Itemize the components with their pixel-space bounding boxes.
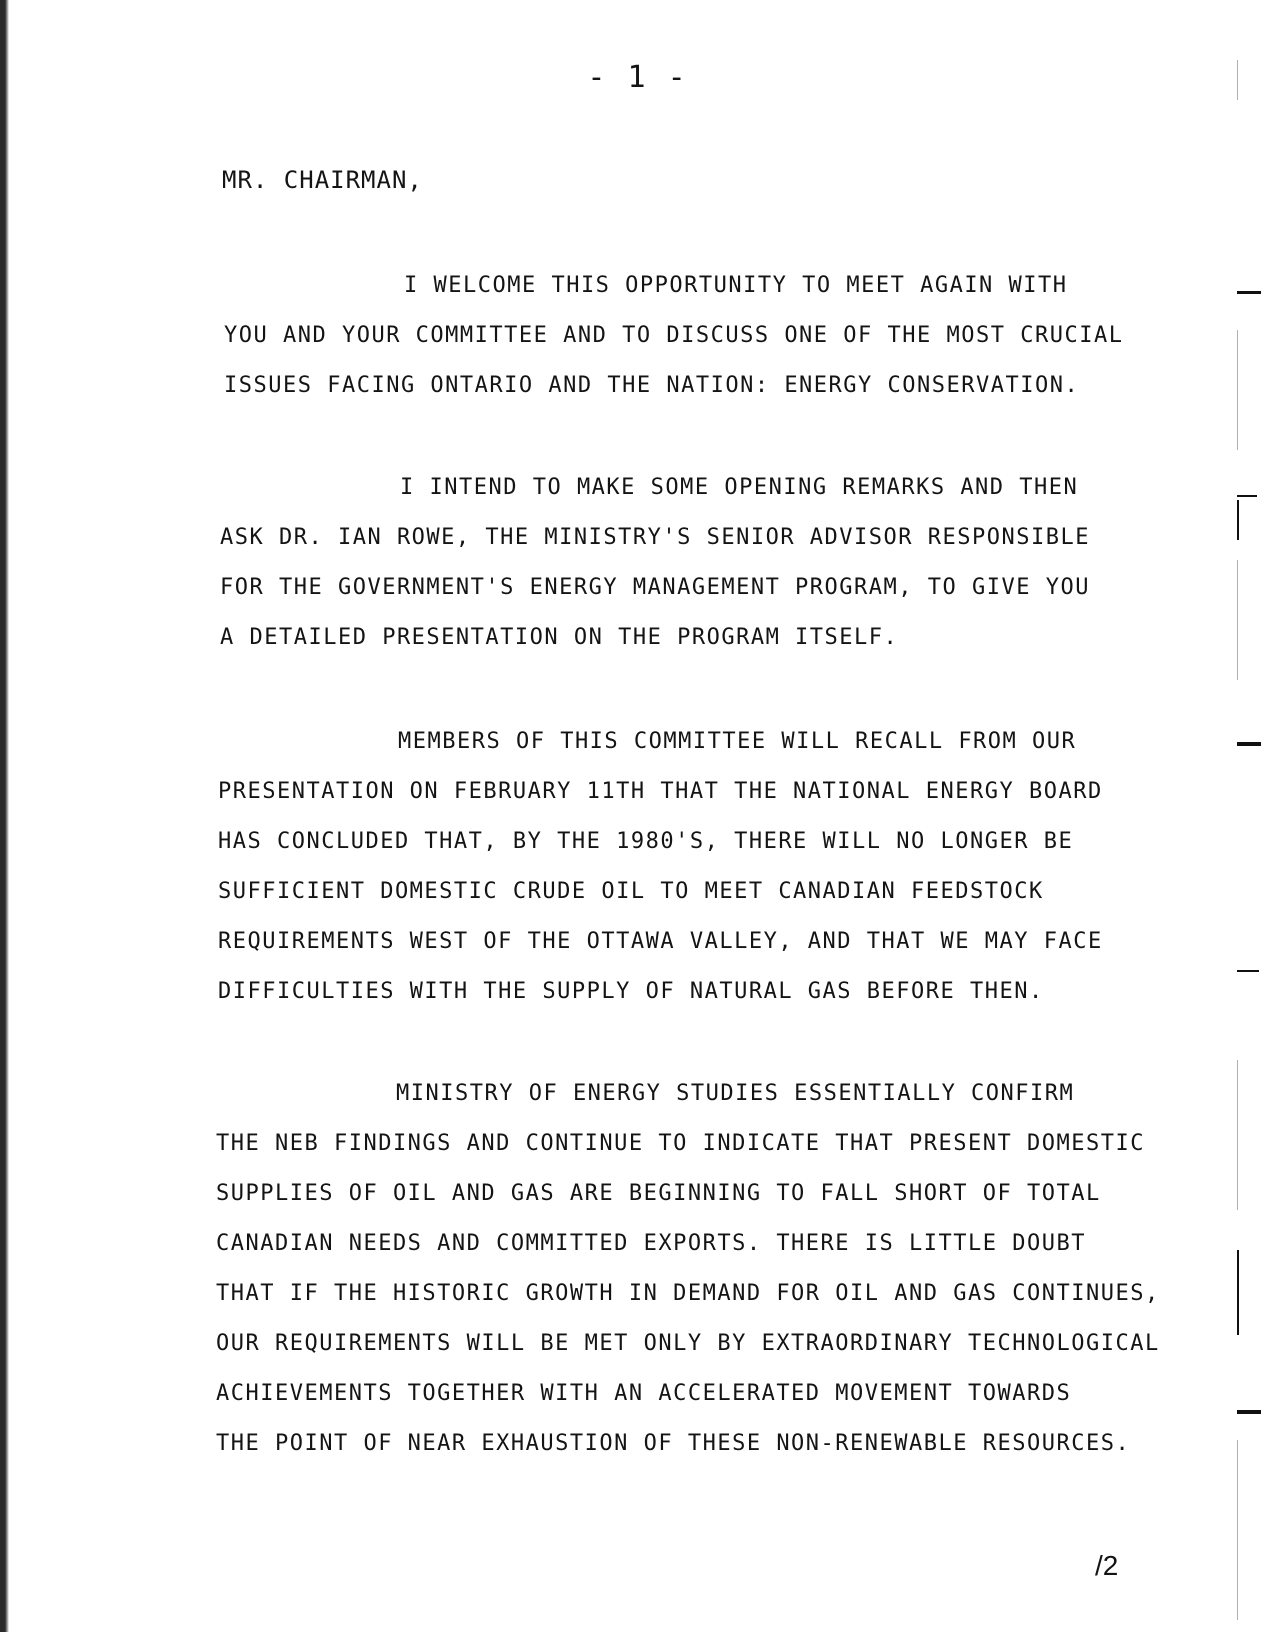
paragraph-line: REQUIREMENTS WEST OF THE OTTAWA VALLEY, AND THAT WE MAY FACE	[218, 929, 1103, 954]
scan-left-edge	[0, 0, 9, 1632]
paragraph-line: I WELCOME THIS OPPORTUNITY TO MEET AGAIN WITH	[404, 273, 1068, 298]
paragraph-line: YOU AND YOUR COMMITTEE AND TO DISCUSS ONE OF THE MOST CRUCIAL	[224, 323, 1124, 348]
paragraph-line: THAT IF THE HISTORIC GROWTH IN DEMAND FOR OIL AND GAS CONTINUES,	[216, 1281, 1160, 1306]
scan-right-edge-marks	[1215, 0, 1275, 1632]
salutation: MR. CHAIRMAN,	[222, 166, 423, 194]
paragraph-line: MINISTRY OF ENERGY STUDIES ESSENTIALLY CONFIRM	[396, 1081, 1075, 1106]
paragraph-line: OUR REQUIREMENTS WILL BE MET ONLY BY EXTRAORDINARY TECHNOLOGICAL	[216, 1331, 1160, 1356]
paragraph-line: MEMBERS OF THIS COMMITTEE WILL RECALL FROM OUR	[398, 729, 1077, 754]
paragraph-line: ISSUES FACING ONTARIO AND THE NATION: ENERGY CONSERVATION.	[224, 373, 1080, 398]
paragraph-1	[224, 261, 1123, 411]
paragraph-line: ASK DR. IAN ROWE, THE MINISTRY'S SENIOR ADVISOR RESPONSIBLE	[220, 525, 1090, 550]
paragraph-4	[216, 1069, 1160, 1469]
paragraph-3	[218, 717, 1103, 1017]
paragraph-line: I INTEND TO MAKE SOME OPENING REMARKS AND THEN	[400, 475, 1079, 500]
paragraph-line: ACHIEVEMENTS TOGETHER WITH AN ACCELERATED MOVEMENT TOWARDS	[216, 1381, 1072, 1406]
paragraph-line: SUFFICIENT DOMESTIC CRUDE OIL TO MEET CANADIAN FEEDSTOCK	[218, 879, 1044, 904]
paragraph-line: FOR THE GOVERNMENT'S ENERGY MANAGEMENT PROGRAM, TO GIVE YOU	[220, 575, 1090, 600]
page-number: - 1 -	[587, 60, 688, 95]
paragraph-line: DIFFICULTIES WITH THE SUPPLY OF NATURAL GAS BEFORE THEN.	[218, 979, 1044, 1004]
paragraph-line: THE NEB FINDINGS AND CONTINUE TO INDICATE THAT PRESENT DOMESTIC	[216, 1131, 1145, 1156]
paragraph-2	[220, 463, 1090, 663]
paragraph-line: THE POINT OF NEAR EXHAUSTION OF THESE NON-RENEWABLE RESOURCES.	[216, 1431, 1131, 1456]
paragraph-line: CANADIAN NEEDS AND COMMITTED EXPORTS. THERE IS LITTLE DOUBT	[216, 1231, 1086, 1256]
paragraph-line: A DETAILED PRESENTATION ON THE PROGRAM ITSELF.	[220, 625, 899, 650]
next-page-reference: /2	[1095, 1550, 1119, 1581]
paragraph-line: PRESENTATION ON FEBRUARY 11TH THAT THE NATIONAL ENERGY BOARD	[218, 779, 1103, 804]
paragraph-line: HAS CONCLUDED THAT, BY THE 1980'S, THERE WILL NO LONGER BE	[218, 829, 1074, 854]
paragraph-line: SUPPLIES OF OIL AND GAS ARE BEGINNING TO FALL SHORT OF TOTAL	[216, 1181, 1101, 1206]
